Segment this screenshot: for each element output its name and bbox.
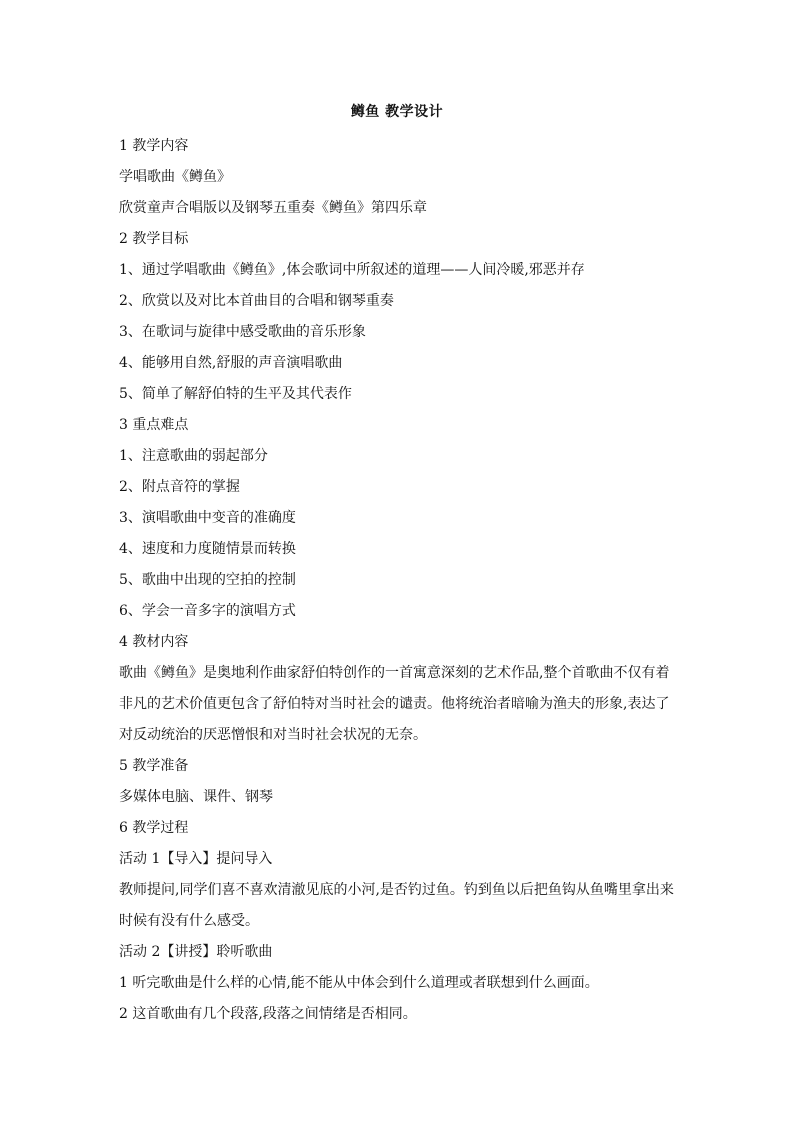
preparation-item: 多媒体电脑、课件、钢琴 — [119, 789, 273, 805]
key-point-item: 2、附点音符的掌握 — [119, 479, 240, 495]
paragraph-line: 时候有没有什么感受。 — [119, 913, 259, 929]
material-paragraph — [119, 658, 679, 751]
section-heading-content: 1 教学内容 — [119, 138, 189, 154]
goal-item: 3、在歌词与旋律中感受歌曲的音乐形象 — [119, 324, 366, 340]
goal-item: 1、通过学唱歌曲《鳟鱼》,体会歌词中所叙述的道理——人间冷暖,邪恶并存 — [119, 262, 585, 278]
question-item: 2 这首歌曲有几个段落,段落之间情绪是否相同。 — [119, 1006, 417, 1022]
paragraph-line: 教师提问,同学们喜不喜欢清澈见底的小河,是否钓过鱼。钓到鱼以后把鱼钩从鱼嘴里拿出来 — [119, 882, 674, 898]
key-point-item: 6、学会一音多字的演唱方式 — [119, 603, 296, 619]
document-body — [119, 131, 679, 1030]
key-point-item: 4、速度和力度随情景而转换 — [119, 541, 296, 557]
activity-heading: 活动 2【讲授】聆听歌曲 — [119, 944, 273, 960]
content-item: 学唱歌曲《鳟鱼》 — [119, 169, 231, 185]
content-item: 欣赏童声合唱版以及钢琴五重奏《鳟鱼》第四乐章 — [119, 200, 427, 216]
goal-item: 5、简单了解舒伯特的生平及其代表作 — [119, 386, 352, 402]
paragraph-line: 非凡的艺术价值更包含了舒伯特对当时社会的谴责。他将统治者暗喻为渔夫的形象,表达了 — [119, 696, 670, 712]
key-point-item: 3、演唱歌曲中变音的准确度 — [119, 510, 296, 526]
document-title: 鳟鱼 教学设计 — [350, 104, 444, 120]
key-point-item: 5、歌曲中出现的空拍的控制 — [119, 572, 296, 588]
section-heading-material: 4 教材内容 — [119, 634, 189, 650]
paragraph-line: 歌曲《鳟鱼》是奥地利作曲家舒伯特创作的一首寓意深刻的艺术作品,整个首歌曲不仅有着 — [119, 665, 670, 681]
goal-item: 4、能够用自然,舒服的声音演唱歌曲 — [119, 355, 343, 371]
paragraph-line: 对反动统治的厌恶憎恨和对当时社会状况的无奈。 — [119, 727, 427, 743]
activity-paragraph — [119, 875, 679, 937]
section-heading-preparation: 5 教学准备 — [119, 758, 189, 774]
section-heading-key-points: 3 重点难点 — [119, 417, 189, 433]
goal-item: 2、欣赏以及对比本首曲目的合唱和钢琴重奏 — [119, 293, 394, 309]
section-heading-process: 6 教学过程 — [119, 820, 189, 836]
question-item: 1 听完歌曲是什么样的心情,能不能从中体会到什么道理或者联想到什么画面。 — [119, 975, 599, 991]
key-point-item: 1、注意歌曲的弱起部分 — [119, 448, 268, 464]
activity-heading: 活动 1【导入】提问导入 — [119, 851, 273, 867]
section-heading-goals: 2 教学目标 — [119, 231, 189, 247]
